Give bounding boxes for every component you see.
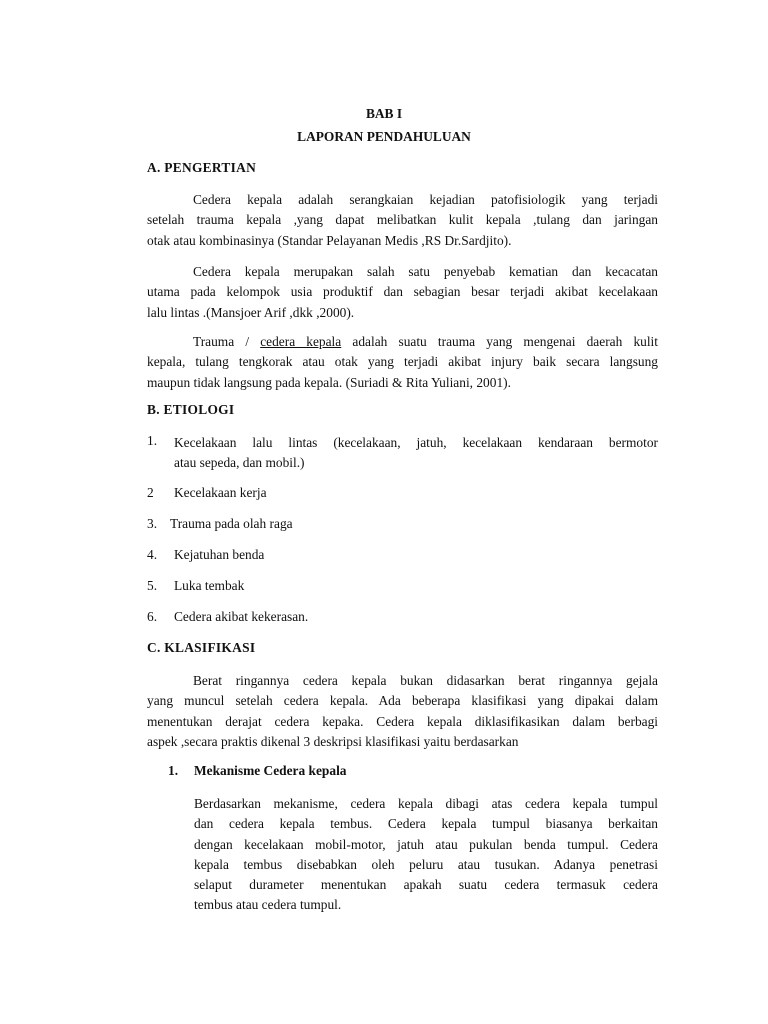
text-line: Cedera kepala adalah serangkaian kejadian patofisiologik yang terjadi	[193, 192, 658, 207]
document-title: LAPORAN PENDAHULUAN	[297, 129, 471, 144]
list-item-number: 4.	[147, 547, 158, 562]
text-line: kepala tembus disebabkan oleh peluru atau tusukan. Adanya penetrasi	[194, 856, 658, 872]
text-line: dan cedera kepala tembus. Cedera kepala tumpul biasanya berkaitan	[194, 816, 658, 832]
list-item-text: Luka tembak	[174, 578, 245, 593]
subsection-1-number: 1.	[168, 763, 179, 778]
text-line: menentukan derajat cedera kepaka. Cedera kepala diklasifikasikan dalam berbagi	[147, 713, 658, 729]
text-line: otak atau kombinasinya (Standar Pelayanan Medis ,RS Dr.Sardjito).	[147, 232, 512, 248]
text-line: Kecelakaan lalu lintas (kecelakaan, jatuh, kecelakaan kendaraan bermotor	[174, 435, 658, 450]
list-item-number: 1.	[147, 433, 158, 448]
text-line: maupun tidak langsung pada kepala. (Suriadi & Rita Yuliani, 2001).	[147, 374, 511, 390]
text-line: aspek ,secara praktis dikenal 3 deskripsi klasifikasi yaitu berdasarkan	[147, 733, 519, 749]
section-c-paragraph-1	[147, 671, 658, 752]
list-item-text: Kejatuhan benda	[174, 547, 265, 562]
text-line: atau sepeda, dan mobil.)	[174, 455, 305, 471]
list-item-number: 2	[147, 485, 154, 500]
section-a-paragraph-1	[147, 190, 658, 251]
text-line: setelah trauma kepala ,yang dapat melibatkan kulit kepala ,tulang dan jaringan	[147, 212, 658, 228]
list-item-text: Trauma pada olah raga	[170, 516, 293, 531]
text-line: lalu lintas .(Mansjoer Arif ,dkk ,2000).	[147, 304, 355, 320]
text-run: adalah suatu trauma yang mengenai daerah kulit	[341, 334, 658, 349]
text-line: yang muncul setelah cedera kepala. Ada beberapa klasifikasi yang dipakai dalam	[147, 693, 658, 709]
list-item-number: 6.	[147, 609, 158, 624]
section-a-paragraph-2	[147, 262, 658, 323]
subsection-1-paragraph	[194, 794, 658, 916]
chapter-label: BAB I	[365, 106, 403, 121]
list-item-number: 3.	[147, 516, 158, 531]
list-item-text	[174, 433, 658, 474]
list-item-number: 5.	[147, 578, 158, 593]
section-b-heading: B. ETIOLOGI	[147, 402, 235, 417]
text-run: Trauma /	[193, 334, 261, 349]
section-a-heading: A. PENGERTIAN	[147, 160, 257, 175]
text-line: kepala, tulang tengkorak atau otak yang terjadi akibat injury baik secara langsung	[147, 354, 658, 370]
list-item-text: Cedera akibat kekerasan.	[174, 609, 309, 624]
list-item-text: Kecelakaan kerja	[174, 485, 267, 500]
text-line: utama pada kelompok usia produktif dan sebagian besar terjadi akibat kecelakaan	[147, 284, 658, 300]
text-line: Berdasarkan mekanisme, cedera kepala dibagi atas cedera kepala tumpul	[194, 796, 658, 811]
subsection-1-title: Mekanisme Cedera kepala	[194, 763, 347, 778]
section-a-paragraph-3	[147, 332, 658, 393]
section-c-heading: C. KLASIFIKASI	[147, 640, 256, 655]
text-line: dengan kecelakaan mobil-motor, jatuh atau pukulan benda tumpul. Cedera	[194, 836, 658, 852]
text-line: Cedera kepala merupakan salah satu penyebab kematian dan kecacatan	[193, 264, 658, 279]
text-line	[147, 332, 658, 352]
text-line: tembus atau cedera tumpul.	[194, 897, 342, 913]
text-line: selaput durameter menentukan apakah suatu cedera termasuk cedera	[194, 877, 658, 893]
text-line: Berat ringannya cedera kepala bukan didasarkan berat ringannya gejala	[193, 673, 658, 688]
cedera-kepala-link[interactable]: cedera kepala	[260, 334, 342, 349]
